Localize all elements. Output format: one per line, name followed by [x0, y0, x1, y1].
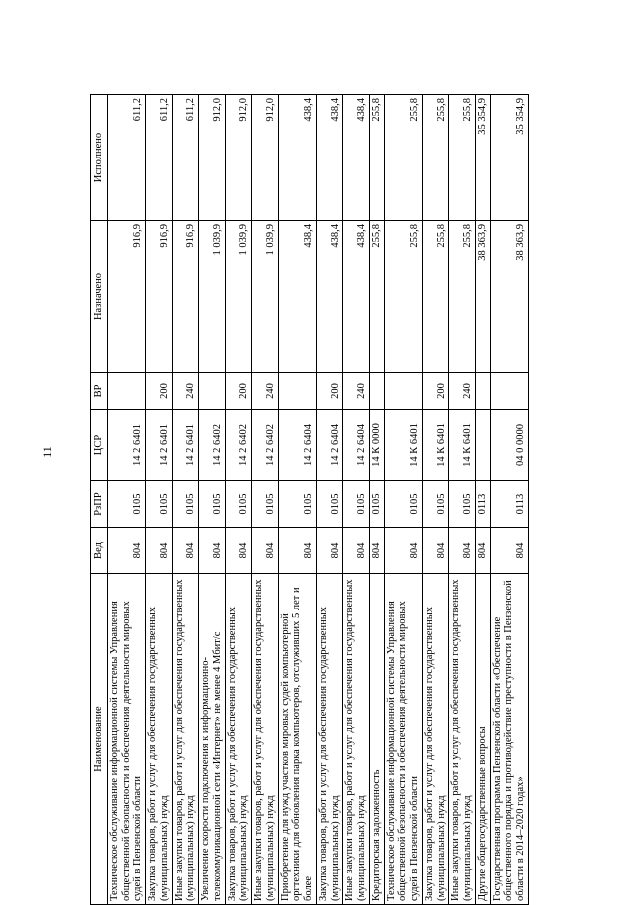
cell-vr: 240 — [343, 373, 370, 410]
cell-assigned: 255,8 — [384, 221, 422, 373]
cell-ved: 804 — [343, 528, 370, 574]
cell-assigned: 1 039,9 — [199, 221, 226, 373]
cell-rzpr: 0105 — [422, 481, 449, 528]
cell-ved: 804 — [490, 528, 528, 574]
cell-executed: 611,2 — [172, 95, 199, 221]
cell-ved: 804 — [107, 528, 145, 574]
cell-name: Увеличение скорости подключения к информационно-телекоммуникационной сети «Интернет» не менее 4 Мбит/с — [199, 574, 226, 905]
cell-executed: 438,4 — [343, 95, 370, 221]
cell-executed: 611,2 — [107, 95, 145, 221]
table-row — [422, 95, 449, 905]
cell-csr: 14 К 6401 — [449, 410, 476, 481]
cell-vr — [199, 373, 226, 410]
cell-csr: 14 2 6401 — [107, 410, 145, 481]
cell-ved: 804 — [278, 528, 316, 574]
cell-vr: 240 — [252, 373, 279, 410]
table-row — [107, 95, 145, 905]
cell-vr — [369, 373, 384, 410]
table-row — [490, 95, 528, 905]
cell-csr: 14 2 6402 — [199, 410, 226, 481]
cell-ved: 804 — [475, 528, 490, 574]
cell-executed: 255,8 — [422, 95, 449, 221]
cell-name: Иные закупки товаров, работ и услуг для обеспечения государственных (муниципальных) нужд — [343, 574, 370, 905]
cell-assigned: 916,9 — [107, 221, 145, 373]
cell-ved: 804 — [146, 528, 173, 574]
cell-name: Техническое обслуживание информационной системы Управления общественной безопасности и обеспечения деятельности мировых судей в Пензенской области — [107, 574, 145, 905]
cell-vr — [475, 373, 490, 410]
cell-ved: 804 — [199, 528, 226, 574]
table-row — [343, 95, 370, 905]
table-row — [384, 95, 422, 905]
table-body — [107, 95, 528, 905]
cell-csr: 14 К 6401 — [384, 410, 422, 481]
cell-csr: 14 К 6401 — [422, 410, 449, 481]
cell-assigned: 38 363,9 — [490, 221, 528, 373]
cell-name: Закупка товаров, работ и услуг для обеспечения государственных (муниципальных) нужд — [225, 574, 252, 905]
cell-ved: 804 — [369, 528, 384, 574]
table-row — [146, 95, 173, 905]
cell-csr: 14 2 6404 — [343, 410, 370, 481]
cell-ved: 804 — [225, 528, 252, 574]
cell-assigned: 1 039,9 — [252, 221, 279, 373]
cell-rzpr: 0105 — [384, 481, 422, 528]
cell-executed: 255,8 — [369, 95, 384, 221]
table-row — [278, 95, 316, 905]
cell-csr — [475, 410, 490, 481]
header-assigned: Назначено — [91, 221, 108, 373]
cell-rzpr: 0105 — [343, 481, 370, 528]
cell-rzpr: 0105 — [449, 481, 476, 528]
cell-assigned: 255,8 — [449, 221, 476, 373]
cell-executed: 35 354,9 — [490, 95, 528, 221]
cell-csr: 04 0 0000 — [490, 410, 528, 481]
cell-executed: 611,2 — [146, 95, 173, 221]
cell-ved: 804 — [422, 528, 449, 574]
cell-name: Иные закупки товаров, работ и услуг для обеспечения государственных (муниципальных) нужд — [449, 574, 476, 905]
cell-assigned: 38 363,9 — [475, 221, 490, 373]
rotated-table-frame — [90, 80, 575, 905]
cell-assigned: 438,4 — [278, 221, 316, 373]
header-name: Наименование — [91, 574, 108, 905]
cell-name: Другие общегосударственные вопросы — [475, 574, 490, 905]
cell-executed: 438,4 — [278, 95, 316, 221]
table-wrapper — [90, 80, 575, 905]
cell-rzpr: 0105 — [107, 481, 145, 528]
header-vr: ВР — [91, 373, 108, 410]
cell-csr: 14 2 6404 — [278, 410, 316, 481]
cell-rzpr: 0105 — [252, 481, 279, 528]
cell-name: Приобретение для нужд участков мировых судей компьютерной оргтехники для обновления парка компьютеров, отслуживших 5 лет и более — [278, 574, 316, 905]
cell-ved: 804 — [316, 528, 343, 574]
table-row — [369, 95, 384, 905]
cell-csr: 14 2 6404 — [316, 410, 343, 481]
cell-name: Закупка товаров, работ и услуг для обеспечения государственных (муниципальных) нужд — [316, 574, 343, 905]
cell-executed: 438,4 — [316, 95, 343, 221]
cell-ved: 804 — [252, 528, 279, 574]
cell-vr: 200 — [422, 373, 449, 410]
header-csr: ЦСР — [91, 410, 108, 481]
cell-csr: 14 2 6401 — [146, 410, 173, 481]
header-executed: Исполнено — [91, 95, 108, 221]
cell-csr: 14 2 6401 — [172, 410, 199, 481]
cell-assigned: 438,4 — [343, 221, 370, 373]
cell-name: Иные закупки товаров, работ и услуг для обеспечения государственных (муниципальных) нужд — [172, 574, 199, 905]
header-rzpr: РзПР — [91, 481, 108, 528]
cell-csr: 14 2 6402 — [252, 410, 279, 481]
cell-executed: 912,0 — [199, 95, 226, 221]
cell-ved: 804 — [449, 528, 476, 574]
cell-rzpr: 0105 — [316, 481, 343, 528]
table-row — [449, 95, 476, 905]
header-row — [91, 95, 108, 905]
cell-vr — [278, 373, 316, 410]
cell-rzpr: 0105 — [225, 481, 252, 528]
cell-vr — [384, 373, 422, 410]
cell-ved: 804 — [172, 528, 199, 574]
cell-executed: 912,0 — [252, 95, 279, 221]
cell-vr: 200 — [316, 373, 343, 410]
cell-name: Закупка товаров, работ и услуг для обеспечения государственных (муниципальных) нужд — [146, 574, 173, 905]
cell-executed: 912,0 — [225, 95, 252, 221]
cell-csr: 14 К 0000 — [369, 410, 384, 481]
cell-name: Техническое обслуживание информационной системы Управления общественной безопасности и обеспечения деятельности мировых судей в Пензенской области — [384, 574, 422, 905]
cell-name: Государственная программа Пензенской области «Обеспечение общественного порядка и противодействие преступности в Пензенской области в 2014–2020 годах» — [490, 574, 528, 905]
table-row — [199, 95, 226, 905]
cell-name: Закупка товаров, работ и услуг для обеспечения государственных (муниципальных) нужд — [422, 574, 449, 905]
cell-rzpr: 0113 — [490, 481, 528, 528]
cell-rzpr: 0105 — [369, 481, 384, 528]
cell-name: Кредиторская задолженность — [369, 574, 384, 905]
cell-rzpr: 0105 — [146, 481, 173, 528]
cell-name: Иные закупки товаров, работ и услуг для обеспечения государственных (муниципальных) нужд — [252, 574, 279, 905]
cell-assigned: 916,9 — [172, 221, 199, 373]
cell-vr: 240 — [449, 373, 476, 410]
cell-rzpr: 0105 — [172, 481, 199, 528]
cell-ved: 804 — [384, 528, 422, 574]
table-row — [172, 95, 199, 905]
cell-rzpr: 0105 — [199, 481, 226, 528]
cell-vr — [107, 373, 145, 410]
cell-executed: 35 354,9 — [475, 95, 490, 221]
cell-csr: 14 2 6402 — [225, 410, 252, 481]
table-header — [91, 95, 108, 905]
cell-vr — [490, 373, 528, 410]
table-row — [225, 95, 252, 905]
table-row — [316, 95, 343, 905]
cell-assigned: 255,8 — [422, 221, 449, 373]
cell-vr: 200 — [225, 373, 252, 410]
cell-assigned: 255,8 — [369, 221, 384, 373]
cell-rzpr: 0113 — [475, 481, 490, 528]
header-ved: Вед — [91, 528, 108, 574]
cell-rzpr: 0105 — [278, 481, 316, 528]
cell-executed: 255,8 — [449, 95, 476, 221]
cell-assigned: 1 039,9 — [225, 221, 252, 373]
cell-assigned: 916,9 — [146, 221, 173, 373]
cell-executed: 255,8 — [384, 95, 422, 221]
page-number: 11 — [40, 446, 54, 458]
cell-vr: 200 — [146, 373, 173, 410]
table-row — [252, 95, 279, 905]
table-row — [475, 95, 490, 905]
cell-vr: 240 — [172, 373, 199, 410]
cell-assigned: 438,4 — [316, 221, 343, 373]
budget-table — [90, 94, 529, 905]
